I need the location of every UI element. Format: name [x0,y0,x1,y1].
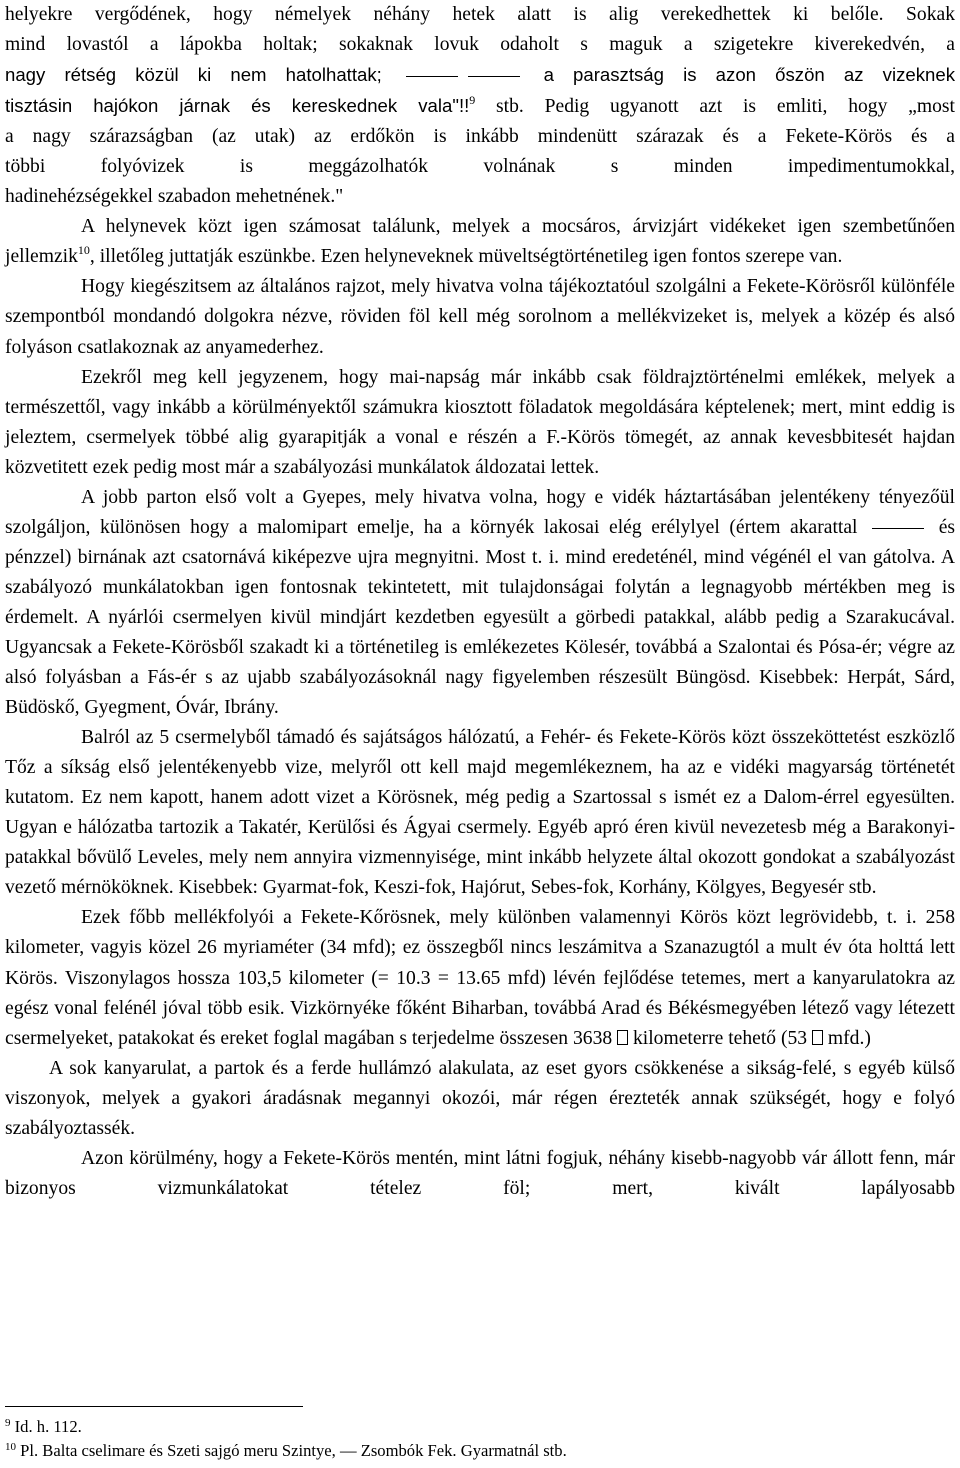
square-glyph-icon [617,1030,628,1045]
em-dash [872,528,924,529]
footnote: $^9$ Id. h. 112. [5,1416,82,1436]
footnote-ref: 9 [469,93,476,108]
footnote: $^{10}$ Pl. Balta cselimare és Szeti sajgó meru Szintye, — Zsombók Fek. Gyarmatnál stb. [5,1440,567,1460]
document-body [5,0,955,1204]
text-line: nagy rétség közül ki nem hatolhattak; a parasztság is azon őszön az vizeknek [5,64,955,86]
paragraph: Ezek főbb mellékfolyói a Fekete-Kőrösnek, mely különben valamennyi Körös közt legrövidebb, t. i. 258 kilometer, vagyis közel 26 myriaméter (34 mfd); ez összegből nincs leszámitva a Szanazugtól a mult év óta holttá lett Körös. Viszonylagos hossza 103,5 kilometer (= 10.3 = 13.65 mfd) lévén fejlődése tetemes, mert a kanyarulatokra az egész vonal felénél jóval több esik. Vizkörnyéke főként Biharban, továbbá Arad és Békésmegyében létező vagy létezett csermelyeket, patakokat és ereket foglal magában s terjedelme összesen 3638 kilometerre tehető (53 mfd.) [5,907,955,1049]
paragraph: Azon körülmény, hogy a Fekete-Körös mentén, mint látni fogjuk, néhány kisebb-nagyobb vár állott fenn, már bizonyos vizmunkálatokat tételez föl; mert, kivált lapályosabb [5,1147,955,1199]
paragraph: Hogy kiegészitsem az általános rajzot, mely hivatva volna tájékoztatóul szolgálni a Fekete-Körösről különféle szempontból mondandó dolgokra nézve, röviden föl kell még sorolnom a mellékvizeket is, melyek a közép és alsó folyáson csatlakoznak az anyamederhez. [5,276,955,358]
text-line: hadinehézségekkel szabadon mehetnének." [5,186,344,208]
square-glyph-icon [812,1030,823,1045]
text-line: tisztásin hajókon járnak és kereskednek vala"!!$^9$ stb. Pedig ugyanott azt is emliti, hogy „most [5,93,955,118]
text-line: helyekre vergődének, hogy némelyek néhány hetek alatt is alig verekedhettek ki belőle. Sokak [5,4,955,25]
paragraph: A jobb parton első volt a Gyepes, mely hivatva volna, hogy e vidék háztartásában jelentékeny tényezőül szolgáljon, különösen hogy a malomipart emelje, ha a környék lakosai elég erélylyel (értem akarattal és pénzzel) birnának azt csatornává kiképezve ujra megnyitni. Most t. i. mind eredeténél, mind végénél el van gátolva. A szabályozó munkálatokban igen fontosnak tekintetett, mit tulajdonságai folytán a legnagyobb mértékben meg is érdemelt. A nyárlói csermelyen kivül mindjárt kezdetben egyesült a görbedi patakkal, alább pedig a Szarakucával. Ugyancsak a Fekete-Körösből szakadt ki a történetileg is emlékezetes Kölesér, továbbá a Szalontai és Pósa-ér; végre az alsó folyásban a Fás-ér s az ujabb szabályozásoknál nagy figyelemben részesült Büngösd. Kisebbek: Herpát, Sárd, Büdöskő, Gyegment, Óvár, Ibrány. [5,486,956,719]
em-dash [406,76,458,77]
paragraph: Ezekről meg kell jegyzenem, hogy mai-napság már inkább csak földrajztörténelmi emlékek, melyek a természettől, vagy inkább a körülményektől számukra kiosztott föladatok megoldására képtelenek; mert, mint eddig is jeleztem, csermelyek többé alig gyarapitják a vonal e részén a F.-Körös tömegét, az annak kevesbbitesét hajdan közvetitett ezek pedig most már a szabályozási munkálatok áldozatai lettek. [5,366,955,478]
paragraph: A sok kanyarulat, a partok és a ferde hullámzó alakulata, az eset gyors csökkenése a sikság-felé, s egyéb külső viszonyok, melyek a gyakori áradásnak megannyi okozói, már régen érezteték annak szükségét, hogy e folyó szabályoztassék. [5,1057,955,1139]
text-line: többi folyóvizek is meggázolhatók volnának s minden impedimentumokkal, [5,156,955,178]
paragraph [5,0,955,212]
paragraph: A helynevek közt igen számosat találunk, melyek a mocsáros, árvizjárt vidékeket igen szembetűnően jellemzik$^{10}$, illetőleg juttatják eszünkbe. Ezen helyneveknek müveltségtörténetileg igen fontos szerepe van. [5,216,955,268]
paragraph: Balról az 5 csermelyből támadó és sajátságos hálózatú, a Fehér- és Fekete-Körös közt összeköttetést eszközlő Tőz a síkság első jelentékenyebb vize, melyről ott kell majd megemlékeznem, ha az e vidéki magyarság történetét kutatom. Ez nem kapott, hanem adott vizet a Körösnek, még pedig a Szartossal s ismét ez a Dalom-érrel egyesülten. Ugyan e hálózatba tartozik a Takatér, Kerülősi és Ágyai csermely. Egyéb apró éren kivül nevezetesb még a Barakonyi-patakkal bővülő Leveles, mely nem annyira vizmennyisége, mint inkább helyzete által okozott gondokat a szabályozást vezető mérnököknek. Kisebbek: Gyarmat-fok, Keszi-fok, Hajórut, Sebes-fok, Korhány, Kölgyes, Begyesér stb. [5,727,955,899]
footnote-separator [5,1406,303,1407]
footnote-ref: 10 [77,243,90,258]
em-dash [468,76,520,77]
text-line: mind lovastól a lápokba holtak; sokaknak lovuk odaholt s maguk a szigetekre kiverekedvén, a [5,34,955,56]
text-line: a nagy szárazságban (az utak) az erdőkön is inkább mindenütt szárazak és a Fekete-Körös és a [5,126,955,148]
